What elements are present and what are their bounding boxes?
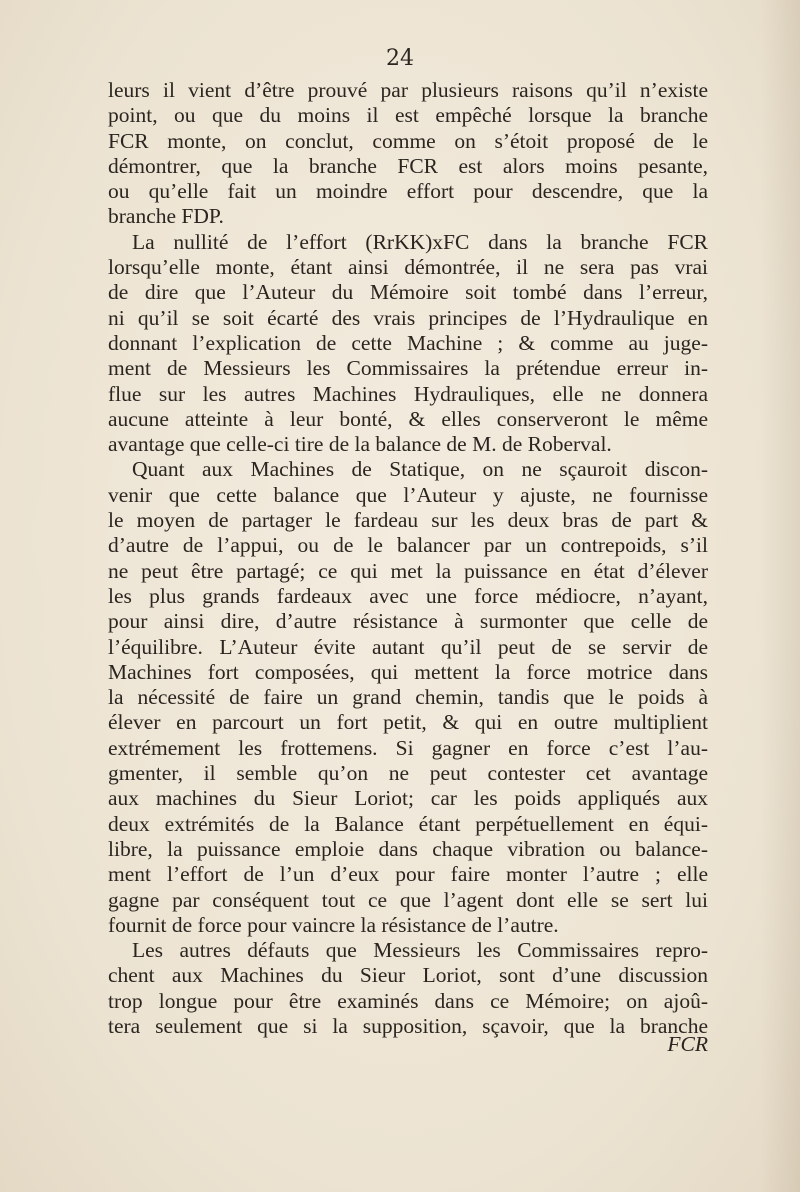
- text-line: branche FDP.: [108, 204, 224, 229]
- text-line: l’équilibre. L’Auteur évite autant qu’il peut de se servir de: [108, 634, 708, 659]
- text-line: Machines fort composées, qui mettent la force motrice dans: [108, 659, 708, 684]
- text-line: fournit de force pour vaincre la résistance de l’autre.: [108, 912, 559, 937]
- text-line: tera seulement que si la supposition, sçavoir, que la branche: [108, 1013, 708, 1038]
- text-line: d’autre de l’appui, ou de le balancer par un contrepoids, s’il: [108, 533, 708, 558]
- text-line: de dire que l’Auteur du Mémoire soit tombé dans l’erreur,: [108, 280, 708, 305]
- text-line: aux machines du Sieur Loriot; car les poids appliqués aux: [108, 786, 708, 811]
- text-line: Les autres défauts que Messieurs les Commissaires repro-: [132, 938, 708, 963]
- text-line: ni qu’il se soit écarté des vrais principes de l’Hydraulique en: [108, 305, 708, 330]
- text-line: Quant aux Machines de Statique, on ne sçauroit discon-: [132, 457, 708, 482]
- text-line: le moyen de partager le fardeau sur les deux bras de part &: [108, 508, 708, 533]
- text-line: trop longue pour être examinés dans ce Mémoire; on ajoû-: [108, 988, 708, 1013]
- text-line: élever en parcourt un fort petit, & qui en outre multiplient: [108, 710, 708, 735]
- text-line: ment l’effort de l’un d’eux pour faire monter l’autre ; elle: [108, 862, 708, 887]
- text-line: lorsqu’elle monte, étant ainsi démontrée, il ne sera pas vrai: [108, 255, 708, 280]
- text-line: La nullité de l’effort (RrKK)xFC dans la branche FCR: [132, 229, 708, 254]
- text-line: gagne par conséquent tout ce que l’agent dont elle se sert lui: [108, 887, 708, 912]
- body-text: [108, 78, 708, 1039]
- page-edge-shadow: [760, 0, 800, 1192]
- text-line: venir que cette balance que l’Auteur y ajuste, ne fournisse: [108, 482, 708, 507]
- text-line: avantage que celle-ci tire de la balance de M. de Roberval.: [108, 432, 612, 457]
- text-line: aucune atteinte à leur bonté, & elles conserveront le même: [108, 406, 708, 431]
- text-line: démontrer, que la branche FCR est alors moins pesante,: [108, 153, 708, 178]
- text-line: gmenter, il semble qu’on ne peut contester cet avantage: [108, 761, 708, 786]
- text-line: pour ainsi dire, d’autre résistance à surmonter que celle de: [108, 609, 708, 634]
- text-line: donnant l’explication de cette Machine ; & comme au juge-: [108, 330, 708, 355]
- text-line: ne peut être partagé; ce qui met la puissance en état d’élever: [108, 558, 708, 583]
- text-line: ou qu’elle fait un moindre effort pour descendre, que la: [108, 179, 708, 204]
- text-line: deux extrémités de la Balance étant perpétuellement en équi-: [108, 811, 708, 836]
- text-line: ment de Messieurs les Commissaires la prétendue erreur in-: [108, 356, 708, 381]
- text-line: chent aux Machines du Sieur Loriot, sont d’une discussion: [108, 963, 708, 988]
- text-line: point, ou que du moins il est empêché lorsque la branche: [108, 103, 708, 128]
- text-line: flue sur les autres Machines Hydrauliques, elle ne donnera: [108, 381, 708, 406]
- page-number: 24: [386, 46, 414, 71]
- text-line: les plus grands fardeaux avec une force médiocre, n’ayant,: [108, 583, 708, 608]
- text-line: extrémement les frottemens. Si gagner en force c’est l’au-: [108, 735, 708, 760]
- text-line: libre, la puissance emploie dans chaque vibration ou balance-: [108, 836, 708, 861]
- text-line: la nécessité de faire un grand chemin, tandis que le poids à: [108, 685, 708, 710]
- text-line: leurs il vient d’être prouvé par plusieurs raisons qu’il n’existe: [108, 78, 708, 102]
- catchword: FCR: [667, 1032, 708, 1056]
- text-line: FCR monte, on conclut, comme on s’étoit proposé de le: [108, 128, 708, 153]
